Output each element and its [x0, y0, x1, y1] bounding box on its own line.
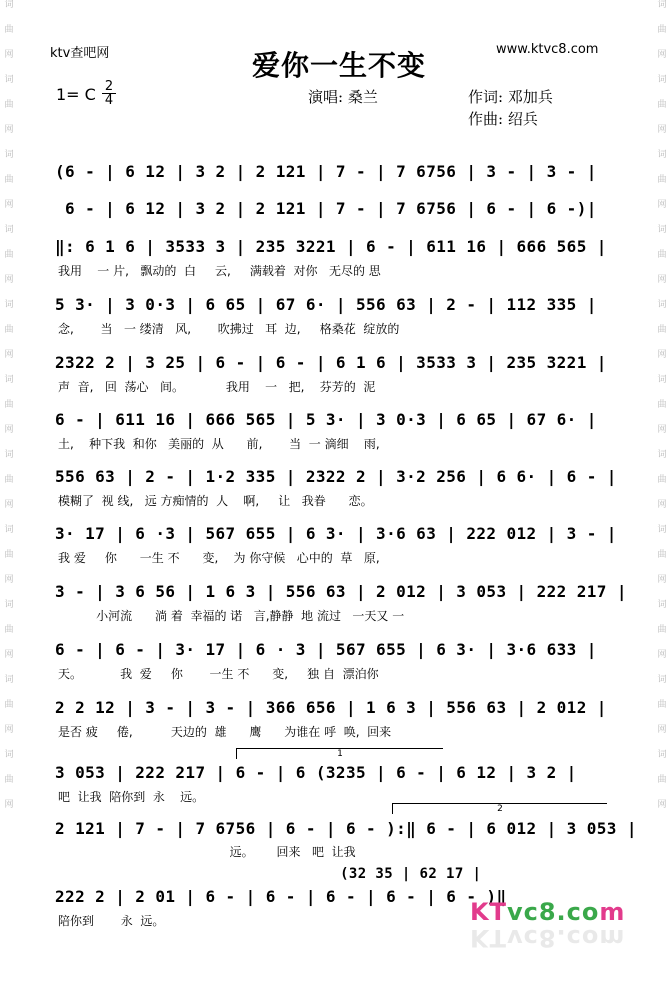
lyric-line-13: 远。 回来 吧 让我 — [58, 845, 356, 859]
lyric-line-12: 吧 让我 陪你到 永 远。 — [58, 790, 205, 804]
lyric-line-6: 土, 种下我 和你 美丽的 从 前, 当 一 滴细 雨, — [58, 437, 380, 451]
staff-line-8: 3· 17 | 6 ·3 | 567 655 | 6 3· | 3·6 63 | 222 012 | 3 - | — [55, 524, 617, 543]
lyric-line-4: 念, 当 一 缕清 风, 吹拂过 耳 边, 格桑花 绽放的 — [58, 322, 400, 336]
ktvc8-logo-reflection: KTvc8.com — [470, 924, 626, 952]
singer-credit: 演唱: 桑兰 — [308, 88, 378, 106]
staff-line-5: 2322 2 | 3 25 | 6 - | 6 - | 6 1 6 | 3533 3 | 235 3221 | — [55, 353, 607, 372]
site-url-label: www.ktvc8.com — [496, 42, 599, 57]
lyric-line-14: 陪你到 永 远。 — [58, 914, 165, 928]
composer-credit: 作曲: 绍兵 — [468, 110, 538, 128]
lyric-line-8: 我 爱 你 一生 不 变, 为 你守候 心中的 草 原, — [58, 551, 380, 565]
staff-line-14: 222 2 | 2 01 | 6 - | 6 - | 6 - | 6 - | 6 - )‖ — [55, 887, 507, 906]
left-watermark-strip: 词 曲 网 词 曲 网 词 曲 网 词 曲 网 词 曲 网 词 曲 网 词 曲 网 词 曲 网 词 曲 网 词 曲 网 词 曲 网 — [4, 0, 14, 810]
first-ending-bracket — [236, 748, 443, 759]
time-signature — [102, 80, 116, 107]
song-title: 爱你一生不变 — [252, 49, 427, 82]
staff-line-10: 6 - | 6 - | 3· 17 | 6 · 3 | 567 655 | 6 3· | 3·6 633 | — [55, 640, 597, 659]
lyric-line-11: 是否 疲 倦, 天边的 雄 鹰 为谁在 呼 唤, 回来 — [58, 725, 392, 739]
staff-line-11: 2 2 12 | 3 - | 3 - | 366 656 | 1 6 3 | 556 63 | 2 012 | — [55, 698, 607, 717]
lyric-line-3: 我用 一 片, 飘动的 白 云, 满载着 对你 无尽的 思 — [58, 264, 381, 278]
staff-line-1: (6 - | 6 12 | 3 2 | 2 121 | 7 - | 7 6756 | 3 - | 3 - | — [55, 162, 597, 181]
lyric-line-10: 天。 我 爱 你 一生 不 变, 独 自 漂泊你 — [58, 667, 379, 681]
right-watermark-strip: 词 曲 网 词 曲 网 词 曲 网 词 曲 网 词 曲 网 词 曲 网 词 曲 网 词 曲 网 词 曲 网 词 曲 网 词 曲 网 — [657, 0, 667, 810]
staff-line-3: ‖: 6 1 6 | 3533 3 | 235 3221 | 6 - | 611 16 | 666 565 | — [55, 237, 607, 256]
key-signature: 1= C — [56, 85, 96, 104]
staff-line-12: 3 053 | 222 217 | 6 - | 6 (3235 | 6 - | 6 12 | 3 2 | — [55, 763, 577, 782]
staff-line-6: 6 - | 611 16 | 666 565 | 5 3· | 3 0·3 | 6 65 | 67 6· | — [55, 410, 597, 429]
staff-line-14-upper: (32 35 | 62 17 | — [190, 866, 482, 882]
second-ending-number: 2 — [497, 804, 503, 814]
ktvc8-logo: KTvc8.com — [470, 898, 626, 926]
lyric-line-5: 声 音, 回 荡心 间。 我用 一 把, 芬芳的 泥 — [58, 380, 376, 394]
time-numerator: 2 — [102, 80, 116, 94]
staff-line-2: 6 - | 6 12 | 3 2 | 2 121 | 7 - | 7 6756 | 6 - | 6 -)| — [55, 199, 597, 218]
second-ending-bracket — [392, 803, 607, 814]
lyricist-credit: 作词: 邓加兵 — [468, 88, 553, 106]
first-ending-number: 1 — [337, 749, 343, 759]
staff-line-13: 2 121 | 7 - | 7 6756 | 6 - | 6 - ):‖ 6 - | 6 012 | 3 053 | — [55, 819, 637, 838]
lyric-line-9: 小河流 淌 着 幸福的 诺 言,静静 地 流过 一天又 一 — [58, 609, 405, 623]
site-name-label: ktv查吧网 — [50, 46, 110, 61]
time-denominator: 4 — [104, 93, 114, 108]
staff-line-4: 5 3· | 3 0·3 | 6 65 | 67 6· | 556 63 | 2 - | 112 335 | — [55, 295, 597, 314]
staff-line-7: 556 63 | 2 - | 1·2 335 | 2322 2 | 3·2 256 | 6 6· | 6 - | — [55, 467, 617, 486]
lyric-line-7: 模糊了 视 线, 远 方痴情的 人 啊, 让 我眷 恋。 — [58, 494, 373, 508]
staff-line-9: 3 - | 3 6 56 | 1 6 3 | 556 63 | 2 012 | 3 053 | 222 217 | — [55, 582, 627, 601]
